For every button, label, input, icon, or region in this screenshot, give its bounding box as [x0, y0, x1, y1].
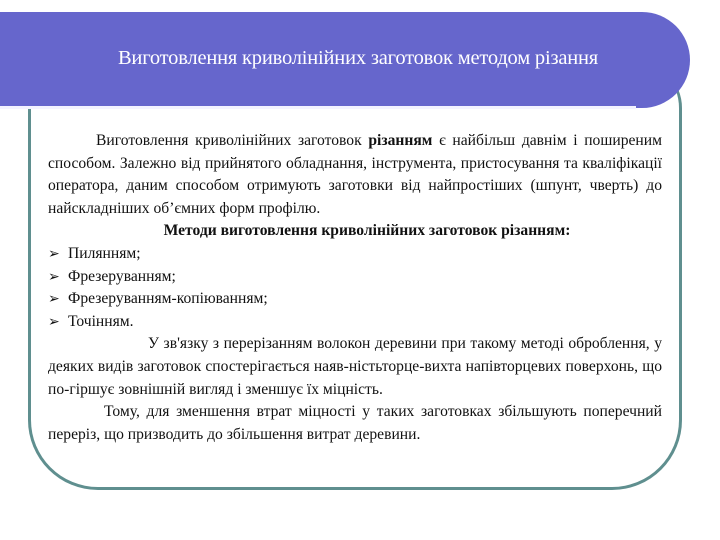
banner-divider — [0, 106, 636, 109]
arrow-bullet-icon: ➢ — [48, 291, 60, 308]
arrow-bullet-icon: ➢ — [48, 313, 60, 330]
list-item-text: Точінням. — [68, 312, 134, 330]
slide-body — [48, 130, 662, 446]
intro-text-before: Виготовлення криволінійних заготовок — [96, 132, 369, 149]
list-item — [48, 288, 662, 311]
methods-heading: Методи виготовлення криволінійних заготовок різанням: — [163, 222, 571, 240]
list-item-text: Фрезеруванням; — [68, 267, 176, 285]
list-item — [48, 243, 662, 266]
methods-list — [48, 243, 662, 333]
fiber-cutting-paragraph: У зв'язку з перерізанням волокон деревини при такому методі оброблення, у деяких видів заготовок спостерігається наяв-ністьторце-вихта напівторцевих поверхонь, що по-гіршує зовнішній вигляд і зменшує їх міцність. — [48, 335, 662, 398]
strength-paragraph: Тому, для зменшення втрат міцності у таких заготовках збільшують поперечний переріз, що призводить до збільшення витрат деревини. — [48, 403, 662, 443]
list-item — [48, 266, 662, 289]
intro-text-after: є найбільш давнім і поширеним способом. Залежно від прийнятого обладнання, інструмента, пристосування та кваліфікації оператора, даним способом отримують заготовки від найпростіших (шпунт, чверть) до найскладніших об’ємних форм профілю. — [48, 132, 662, 217]
list-item-text: Фрезеруванням-копіюванням; — [68, 290, 268, 308]
list-item — [48, 311, 662, 334]
arrow-bullet-icon: ➢ — [48, 245, 60, 262]
arrow-bullet-icon: ➢ — [48, 268, 60, 285]
slide-title: Виготовлення криволінійних заготовок методом різання — [117, 47, 599, 69]
title-banner — [0, 12, 690, 108]
list-item-text: Пилянням; — [68, 244, 141, 262]
intro-paragraph — [48, 130, 662, 220]
intro-keyword: різанням — [368, 132, 433, 149]
